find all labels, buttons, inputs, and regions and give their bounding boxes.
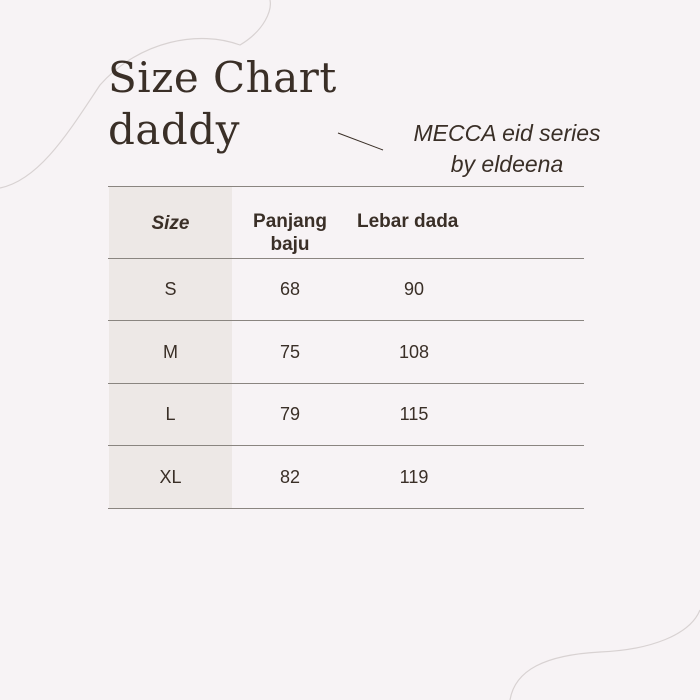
cell-size: XL	[159, 466, 182, 487]
cell-lebar-dada: 119	[399, 466, 429, 487]
cell-lebar-dada: 90	[403, 279, 425, 299]
subtitle-line-2: by eldeena	[450, 151, 564, 177]
subtitle-line-1: MECCA eid series	[413, 120, 601, 146]
cell-size: M	[163, 341, 178, 362]
cell-panjang-baju: 68	[279, 279, 301, 299]
cell-size: L	[165, 404, 176, 424]
header-panjang-baju: Panjang baju	[253, 211, 327, 255]
table-rule-bottom	[108, 508, 584, 509]
page-title	[108, 52, 337, 156]
header-lebar-dada: Lebar dada	[357, 211, 459, 232]
cell-panjang-baju: 75	[279, 341, 301, 362]
page-title-line-1: Size Chart	[108, 53, 337, 102]
cell-panjang-baju: 82	[279, 466, 301, 487]
cell-size: S	[164, 279, 177, 299]
cell-lebar-dada: 115	[399, 404, 429, 424]
collection-subtitle	[392, 118, 622, 180]
cell-lebar-dada: 108	[398, 341, 430, 362]
header-size: Size	[151, 212, 190, 234]
cell-panjang-baju: 79	[279, 404, 301, 424]
subtitle-divider-line	[338, 133, 383, 150]
page-title-line-2: daddy	[108, 105, 240, 154]
bottom-right-curve	[510, 610, 700, 700]
